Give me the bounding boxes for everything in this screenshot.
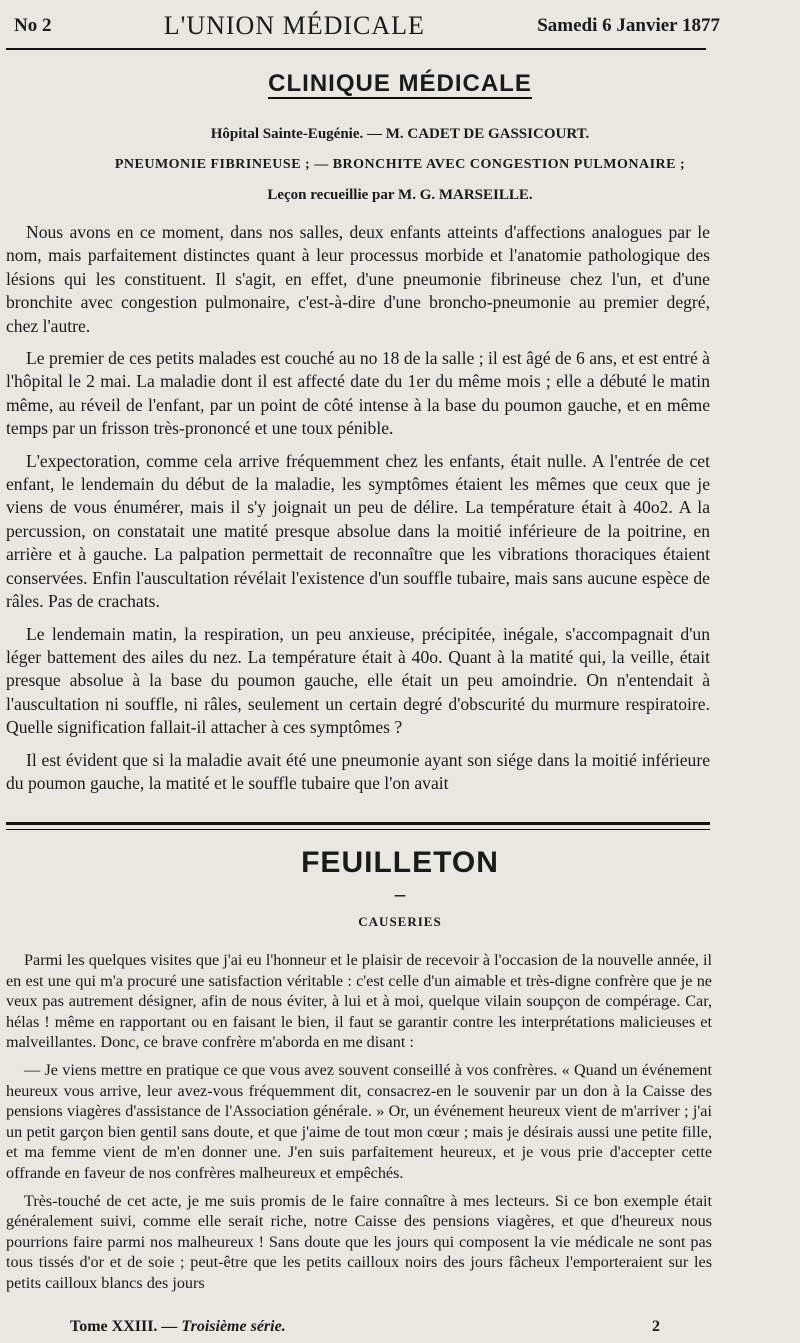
feuilleton-body [6, 950, 712, 1301]
lecture-line: Leçon recueillie par M. G. MARSEILLE. [267, 187, 533, 203]
issue-number: No 2 [14, 15, 52, 36]
feuilleton-paragraph: — Je viens mettre en pratique ce que vous avez souvent conseillé à vos confrères. « Quand un événement heureux vous arrive, leur avez-vous fréquemment dit, consacrez-en le souvenir par un don à la Caisse des pensions viagères d'assistance de l'Association générale. » Or, un événement heureux vient de m'arriver ; j'ai un petit garçon bien gentil sans doute, et que j'aime de tout mon cœur ; mais je désirais aussi une petite fille, et ma femme vient de m'en donner une. J'en suis parfaitement heureux, et je vous prie d'accepter cette offrande en faveur de nos confrères malheureux et empêchés. [6, 1060, 712, 1182]
feuilleton-paragraph: Très-touché de cet acte, je me suis promis de le faire connaître à mes lecteurs. Si ce bon exemple était généralement suivi, comme elle serait riche, notre Caisse des pensions viagères, et que d'heureux nous pourrions faire parmi nos malheureux ! Sans doute que les jours qui composent la vie médicale ne sont pas tous tissés d'or et de soie ; peut-être que les petits cailloux noirs des jours fâcheux l'emporteraient sur les petits cailloux blancs des jours [6, 1191, 712, 1292]
feuilleton-paragraph: Parmi les quelques visites que j'ai eu l'honneur et le plaisir de recevoir à l'occasion de la nouvelle année, il en est une qui m'a procuré une satisfaction véritable : c'est celle d'un aimable et très-digne confrère que je ne veux pas autrement désigner, afin de nous éviter, à lui et à moi, quelque vilain soupçon de compérage. Car, hélas ! même en rapportant ou en faisant le bien, il faut se garantir contre les interprétations malicieuses et malveillantes. Donc, ce brave confrère m'aborda en me disant : [6, 951, 712, 1052]
masthead-rule [6, 48, 706, 50]
journal-title: L'UNION MÉDICALE [163, 11, 425, 40]
hospital-line: Hôpital Sainte-Eugénie. — M. CADET DE GASSICOURT. [210, 126, 590, 142]
clinique-article-body [6, 221, 710, 804]
issue-date: Samedi 6 Janvier 1877 [537, 15, 720, 36]
clinique-paragraph: Le lendemain matin, la respiration, un peu anxieuse, précipitée, inégale, s'accompagnait d'un léger battement des ailes du nez. La température était à 40o. Quant à la matité qui, la veille, était presque absolue à la base du poumon gauche, elle était un peu amoindrie. On n'entendait à l'auscultation ni souffle, ni râles, seulement un certain degré d'obscurité du murmure respiratoire. Quelle signification fallait-il attacher à ces symptômes ? [6, 623, 710, 738]
clinique-paragraph: Il est évident que si la maladie avait été une pneumonie ayant son siége dans la moitié inférieure du poumon gauche, la matité et le souffle tubaire que l'on avait [6, 749, 710, 793]
section-divider-thin [6, 829, 710, 830]
feuilleton-subtitle: CAUSERIES [358, 914, 442, 929]
feuilleton-separator: — [394, 888, 406, 902]
clinique-paragraph: L'expectoration, comme cela arrive fréquemment chez les enfants, était nulle. A l'entrée de cet enfant, le lendemain du début de la maladie, les symptômes étaient les mêmes que ceux que je viens de vous énumérer, mais il s'y joignait un peu de délire. La température était à 40o2. A la percussion, on constatait une matité presque absolue dans la moitié inférieure de la poitrine, en arrière et à gauche. La palpation permettait de reconnaître que les vibrations thoraciques étaient conservées. Enfin l'auscultation révélait l'existence d'un souffle tubaire, mais sans aucune espèce de râles. Pas de crachats. [6, 450, 710, 612]
clinique-paragraph: Nous avons en ce moment, dans nos salles, deux enfants atteints d'affections analogues par le nom, mais parfaitement distinctes quant à leur processus morbide et l'anatomie pathologique des lésions qui les constituent. Il s'agit, en effet, d'une pneumonie fibrineuse chez l'un, et d'une bronchite avec congestion pulmonaire, c'est-à-dire d'une broncho-pneumonie au premier degré, chez l'autre. [6, 222, 710, 336]
footer-volume-series [70, 1318, 286, 1336]
clinique-section-title: CLINIQUE MÉDICALE [268, 70, 532, 97]
clinique-paragraph: Le premier de ces petits malades est couché au no 18 de la salle ; il est âgé de 6 ans, et est entré à l'hôpital le 2 mai. La maladie dont il est affecté date du 1er du même mois ; elle a débuté le matin même, au réveil de l'enfant, par un point de côté intense à la base du poumon gauche, et en même temps par un frisson très-prononcé et une toux pénible. [6, 348, 710, 439]
feuilleton-section-title: FEUILLETON [301, 846, 499, 879]
footer-series: — Troisième série. [161, 1318, 286, 1335]
footer-volume: Tome XXIII. [70, 1318, 158, 1335]
section-divider-thick [6, 822, 710, 825]
page-number: 2 [652, 1318, 660, 1335]
subject-line: PNEUMONIE FIBRINEUSE ; — BRONCHITE AVEC CONGESTION PULMONAIRE ; [114, 157, 686, 172]
page-footer [70, 1318, 660, 1336]
masthead [14, 8, 720, 44]
